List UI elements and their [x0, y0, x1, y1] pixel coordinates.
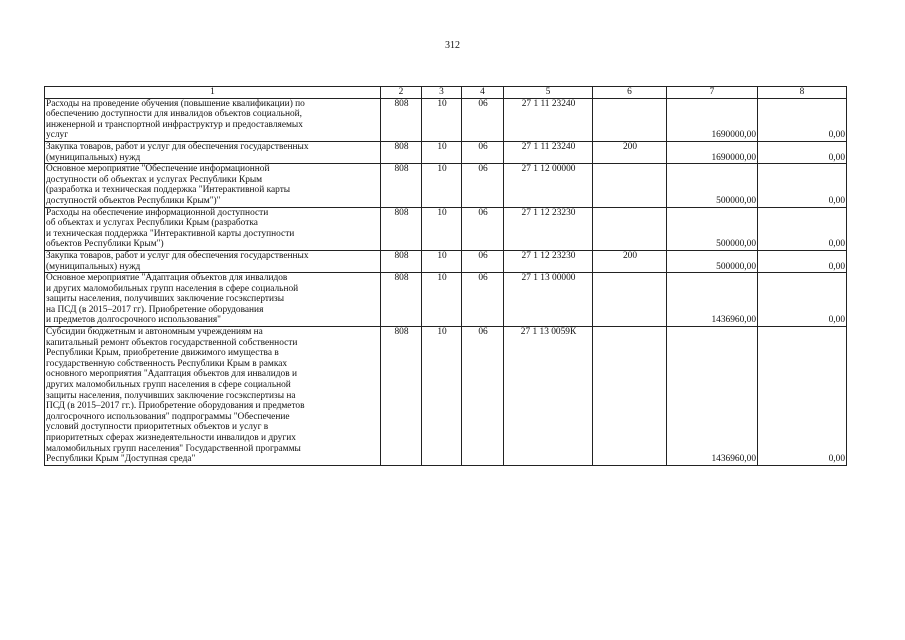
ministry-code: 808 [381, 164, 422, 207]
amount-value: 1690000,00 [667, 141, 758, 163]
row-description: Расходы на проведение обучения (повышение квалификации) по обеспечению доступности для инвалидов объектов социальной, инженерной и транспортной инфраструктур и предоставляемых услуг [45, 98, 381, 141]
expense-type-code: 200 [593, 141, 667, 163]
expense-type-code [593, 164, 667, 207]
table-row [45, 141, 847, 163]
amount-second-value: 0,00 [758, 327, 847, 466]
amount-value: 1436960,00 [667, 273, 758, 327]
amount-second-value: 0,00 [758, 141, 847, 163]
amount-value: 500000,00 [667, 164, 758, 207]
amount-second-value: 0,00 [758, 164, 847, 207]
header-cell: 5 [504, 87, 593, 99]
amount-second-value: 0,00 [758, 207, 847, 250]
target-article-code: 27 1 13 00000 [504, 273, 593, 327]
expense-type-code [593, 273, 667, 327]
section-code: 10 [422, 250, 462, 272]
target-article-code: 27 1 12 23230 [504, 250, 593, 272]
amount-second-value: 0,00 [758, 98, 847, 141]
section-code: 10 [422, 273, 462, 327]
page-number: 312 [445, 40, 460, 51]
section-code: 10 [422, 164, 462, 207]
header-cell: 1 [45, 87, 381, 99]
ministry-code: 808 [381, 327, 422, 466]
row-description: Субсидии бюджетным и автономным учреждениям на капитальный ремонт объектов государственной собственности Республики Крым, приобретение движимого имущества в государственную собственность Республики Крым в рамках основного мероприятия "Адаптация объектов для инвалидов и других маломобильных групп населения в сфере социальной защиты населения, получивших заключение госэкспертизы на ПСД (в 2015–2017 гг.). Приобретение оборудования и предметов долгосрочного использования" подпрограммы "Обеспечение условий доступности приоритетных объектов и услуг в приоритетных сферах жизнедеятельности инвалидов и других маломобильных групп населения" Государственной программы Республики Крым "Доступная среда" [45, 327, 381, 466]
target-article-code: 27 1 12 00000 [504, 164, 593, 207]
expense-type-code: 200 [593, 250, 667, 272]
row-description: Основное мероприятие "Адаптация объектов для инвалидов и других маломобильных групп населения в сфере социальной защиты населения, получивших заключение госэкспертизы на ПСД (в 2015–2017 гг). Приобретение оборудования и предметов долгосрочного использования" [45, 273, 381, 327]
subsection-code: 06 [462, 98, 504, 141]
budget-table [44, 86, 847, 466]
subsection-code: 06 [462, 250, 504, 272]
table-row [45, 327, 847, 466]
header-cell: 6 [593, 87, 667, 99]
amount-value: 500000,00 [667, 207, 758, 250]
ministry-code: 808 [381, 207, 422, 250]
ministry-code: 808 [381, 141, 422, 163]
section-code: 10 [422, 207, 462, 250]
amount-second-value: 0,00 [758, 250, 847, 272]
table-row [45, 98, 847, 141]
subsection-code: 06 [462, 327, 504, 466]
table-row [45, 273, 847, 327]
section-code: 10 [422, 98, 462, 141]
ministry-code: 808 [381, 273, 422, 327]
ministry-code: 808 [381, 250, 422, 272]
target-article-code: 27 1 13 0059К [504, 327, 593, 466]
table-row [45, 250, 847, 272]
target-article-code: 27 1 12 23230 [504, 207, 593, 250]
amount-value: 500000,00 [667, 250, 758, 272]
section-code: 10 [422, 327, 462, 466]
amount-value: 1436960,00 [667, 327, 758, 466]
header-cell: 8 [758, 87, 847, 99]
expense-type-code [593, 207, 667, 250]
target-article-code: 27 1 11 23240 [504, 141, 593, 163]
row-description: Расходы на обеспечение информационной доступности об объектах и услугах Республики Крым (разработка и техническая поддержка "Интерактивной карты доступности объектов Республики Крым") [45, 207, 381, 250]
subsection-code: 06 [462, 141, 504, 163]
header-cell: 3 [422, 87, 462, 99]
header-cell: 4 [462, 87, 504, 99]
subsection-code: 06 [462, 207, 504, 250]
table-row [45, 164, 847, 207]
expense-type-code [593, 98, 667, 141]
subsection-code: 06 [462, 164, 504, 207]
amount-second-value: 0,00 [758, 273, 847, 327]
target-article-code: 27 1 11 23240 [504, 98, 593, 141]
subsection-code: 06 [462, 273, 504, 327]
section-code: 10 [422, 141, 462, 163]
expense-type-code [593, 327, 667, 466]
header-row [45, 87, 847, 99]
row-description: Закупка товаров, работ и услуг для обеспечения государственных (муниципальных) нужд [45, 250, 381, 272]
amount-value: 1690000,00 [667, 98, 758, 141]
header-cell: 7 [667, 87, 758, 99]
ministry-code: 808 [381, 98, 422, 141]
header-cell: 2 [381, 87, 422, 99]
table-row [45, 207, 847, 250]
row-description: Закупка товаров, работ и услуг для обеспечения государственных (муниципальных) нужд [45, 141, 381, 163]
row-description: Основное мероприятие "Обеспечение информационной доступности об объектах и услугах Республики Крым (разработка и техническая поддержка "Интерактивной карты доступностй объектов Республики Крым")" [45, 164, 381, 207]
